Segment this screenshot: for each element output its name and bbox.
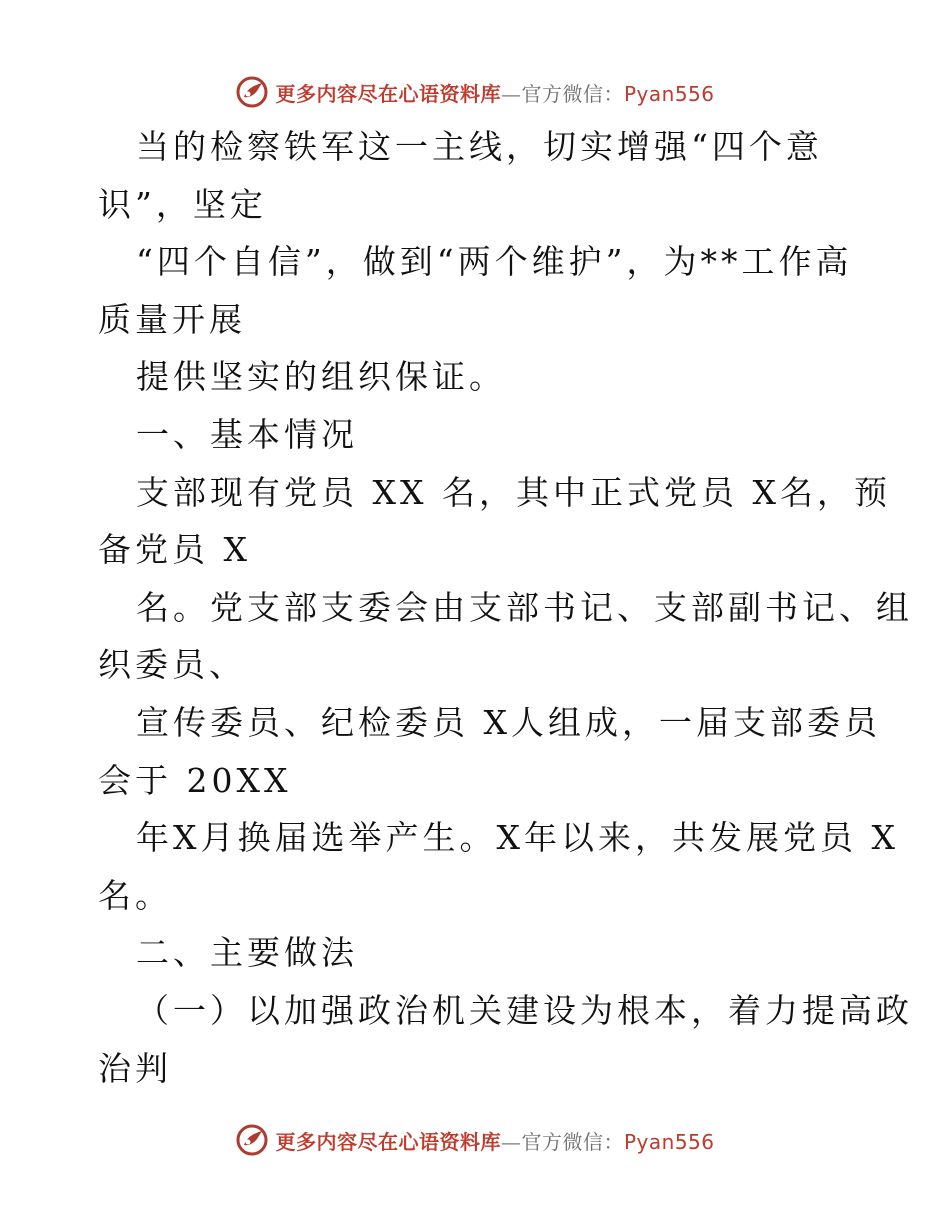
text-line: 支部现有党员 XX 名，其中正式党员 X名，预 xyxy=(136,472,891,512)
text-line: 宣传委员、纪检委员 X人组成，一届支部委员 xyxy=(136,702,881,742)
watermark-id: Pyan556 xyxy=(623,1129,715,1154)
text-line: 名。党支部支委会由支部书记、支部副书记、组 xyxy=(136,587,913,627)
watermark-dash: — xyxy=(500,1129,522,1154)
text-line: 二、主要做法 xyxy=(136,933,358,973)
watermark-main-text: 更多内容尽在心语资料库 xyxy=(275,1129,501,1154)
text-line: 备党员 X xyxy=(98,530,251,570)
text-line: 治判 xyxy=(98,1048,172,1088)
watermark-dash: — xyxy=(500,81,522,106)
watermark-label: 官方微信： xyxy=(521,81,624,106)
text-line: 提供坚实的组织保证。 xyxy=(136,357,506,397)
text-line: 会于 20XX xyxy=(98,760,292,800)
text-line: 识”，坚定 xyxy=(98,184,267,224)
header-watermark xyxy=(0,72,950,112)
document-body xyxy=(98,118,913,1097)
text-line: 一、基本情况 xyxy=(136,414,358,454)
text-line: （一）以加强政治机关建设为根本，着力提高政 xyxy=(136,990,913,1030)
text-line: “四个自信”，做到“两个维护”，为**工作高 xyxy=(136,242,853,282)
text-line: 名。 xyxy=(98,875,172,915)
text-line: 当的检察铁军这一主线，切实增强“四个意 xyxy=(136,127,823,166)
watermark-id: Pyan556 xyxy=(623,81,715,106)
brand-logo-icon xyxy=(235,75,269,109)
watermark-main-text: 更多内容尽在心语资料库 xyxy=(275,81,501,106)
brand-logo-icon xyxy=(235,1123,269,1157)
text-line: 质量开展 xyxy=(98,299,246,339)
text-line: 织委员、 xyxy=(98,645,246,685)
watermark-label: 官方微信： xyxy=(521,1129,624,1154)
footer-watermark xyxy=(0,1120,950,1160)
text-line: 年X月换届选举产生。X年以来，共发展党员 X xyxy=(136,818,899,858)
